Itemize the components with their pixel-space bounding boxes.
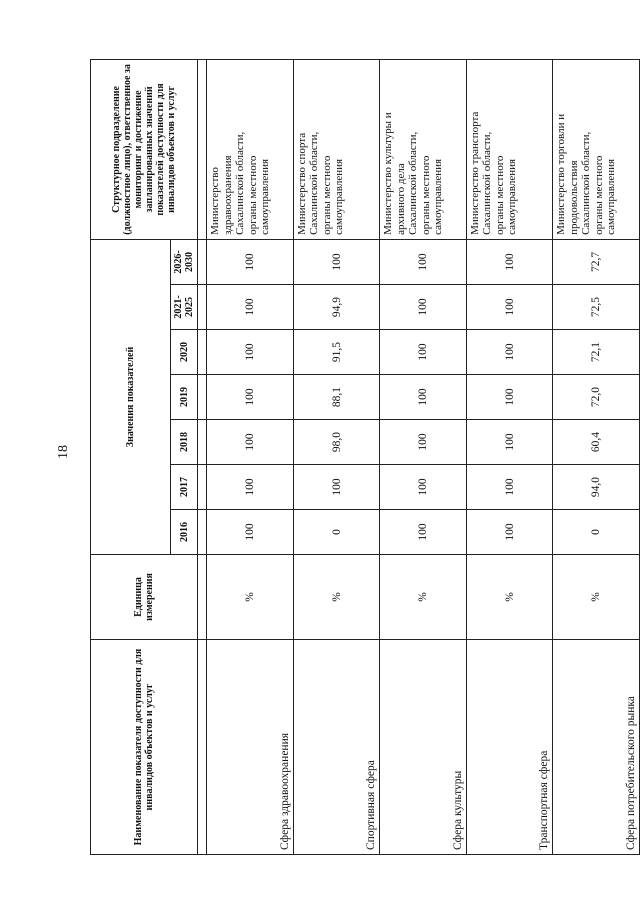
table-spacer-row — [198, 59, 207, 854]
table-header-row — [91, 59, 171, 854]
cell-indicator-name: Транспортная сфера — [466, 640, 553, 855]
cell-value: 88,1 — [293, 375, 380, 420]
cell-value: 100 — [466, 285, 553, 330]
cell-value: 94,9 — [293, 285, 380, 330]
cell-value: 100 — [293, 239, 380, 284]
cell-value: 100 — [380, 375, 467, 420]
table-row — [553, 59, 640, 854]
cell-value: 100 — [466, 375, 553, 420]
cell-value: 60,4 — [553, 420, 640, 465]
cell-unit: % — [553, 555, 640, 640]
cell-responsible: Министерство транспорта Сахалинской области, органы местного самоуправления — [466, 59, 553, 239]
cell-value: 100 — [466, 465, 553, 510]
cell-value: 98,0 — [293, 420, 380, 465]
header-unit: Единица измерения — [91, 555, 198, 640]
header-year-2020: 2020 — [171, 330, 198, 375]
cell-value: 100 — [380, 285, 467, 330]
header-year-2016: 2016 — [171, 510, 198, 555]
cell-value: 94,0 — [553, 465, 640, 510]
header-year-2026-2030: 2026- 2030 — [171, 239, 198, 284]
cell-value: 100 — [380, 239, 467, 284]
cell-value: 72,7 — [553, 239, 640, 284]
cell-unit: % — [380, 555, 467, 640]
cell-value: 72,1 — [553, 330, 640, 375]
header-indicator-name: Наименование показателя доступности для инвалидов объектов и услуг — [91, 640, 198, 855]
header-year-2019: 2019 — [171, 375, 198, 420]
cell-value: 72,5 — [553, 285, 640, 330]
cell-value: 100 — [466, 239, 553, 284]
cell-unit: % — [207, 555, 294, 640]
cell-responsible: Министерство культуры и архивного дела Сахалинской области, органы местного самоуправления — [380, 59, 467, 239]
cell-value: 0 — [553, 510, 640, 555]
cell-responsible: Министерство торговли и продовольствия Сахалинской области, органы местного самоуправления — [553, 59, 640, 239]
cell-value: 72,0 — [553, 375, 640, 420]
cell-value: 100 — [380, 510, 467, 555]
cell-unit: % — [293, 555, 380, 640]
page-number: 18 — [56, 445, 71, 459]
cell-value: 100 — [293, 465, 380, 510]
table-row — [466, 59, 553, 854]
cell-value: 100 — [207, 285, 294, 330]
header-year-2018: 2018 — [171, 420, 198, 465]
header-values-group: Значения показателей — [91, 239, 171, 554]
accessibility-indicators-table — [90, 59, 640, 855]
cell-value: 100 — [466, 510, 553, 555]
cell-value: 100 — [380, 465, 467, 510]
cell-value: 100 — [207, 420, 294, 465]
cell-responsible: Министерство спорта Сахалинской области, органы местного самоуправления — [293, 59, 380, 239]
cell-value: 100 — [466, 330, 553, 375]
cell-value: 100 — [207, 239, 294, 284]
table-row — [207, 59, 294, 854]
cell-value: 100 — [207, 510, 294, 555]
header-responsible: Структурное подразделение (должностное лицо), ответственное за мониторинг и достижение запланированных значений показателей доступности для инвалидов объектов и услуг — [91, 59, 198, 239]
header-year-2017: 2017 — [171, 465, 198, 510]
cell-value: 100 — [380, 420, 467, 465]
cell-responsible: Министерство здравоохранения Сахалинской области, органы местного самоуправления — [207, 59, 294, 239]
cell-indicator-name: Сфера культуры — [380, 640, 467, 855]
cell-indicator-name: Сфера потребительского рынка — [553, 640, 640, 855]
cell-value: 91,5 — [293, 330, 380, 375]
cell-value: 100 — [207, 330, 294, 375]
rotated-table-container — [90, 60, 640, 855]
cell-unit: % — [466, 555, 553, 640]
cell-indicator-name: Сфера здравоохранения — [207, 640, 294, 855]
table-row — [380, 59, 467, 854]
cell-value: 100 — [380, 330, 467, 375]
cell-indicator-name: Спортивная сфера — [293, 640, 380, 855]
cell-value: 100 — [207, 465, 294, 510]
table-row — [293, 59, 380, 854]
header-year-2021-2025: 2021- 2025 — [171, 285, 198, 330]
cell-value: 100 — [466, 420, 553, 465]
cell-value: 0 — [293, 510, 380, 555]
cell-value: 100 — [207, 375, 294, 420]
